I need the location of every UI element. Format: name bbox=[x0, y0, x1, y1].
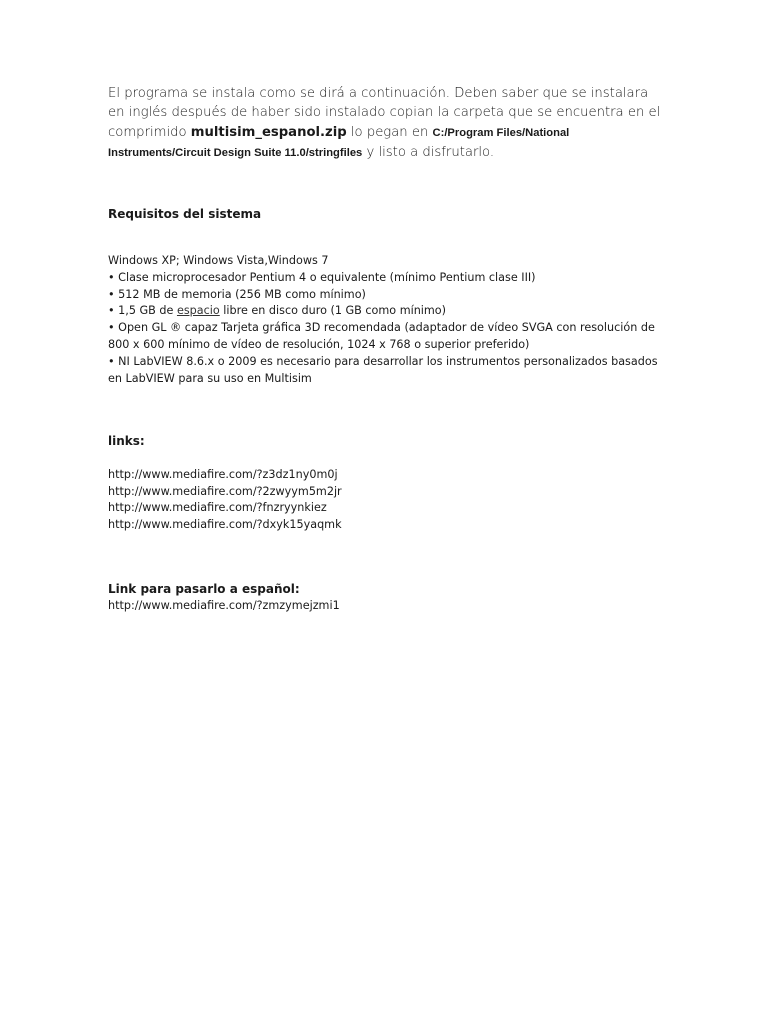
requirement-opengl: • Open GL ® capaz Tarjeta gráfica 3D recomendada (adaptador de vídeo SVGA con resolución de 800 x 600 mínimo de vídeo de resolución, 1024 x 768 o superior preferido) bbox=[108, 321, 655, 351]
intro-text-2: lo pegan en bbox=[346, 124, 433, 140]
spanish-link-heading: Link para pasarlo a español: bbox=[108, 582, 300, 596]
links-heading: links: bbox=[108, 434, 145, 448]
intro-text-1: El programa se instala como se dirá a continuación. Deben saber que se instalara en inglés después de haber sido instalado copian la carpeta que se encuentra en el comprimido bbox=[108, 86, 661, 140]
intro-text-3: y listo a disfrutarlo. bbox=[362, 144, 495, 160]
download-link-3[interactable]: http://www.mediafire.com/?fnzryynkiez bbox=[108, 501, 327, 515]
requirement-disk bbox=[108, 303, 668, 320]
download-link-2[interactable]: http://www.mediafire.com/?2zwyym5m2jr bbox=[108, 484, 342, 498]
intro-paragraph bbox=[108, 84, 668, 163]
requirements-heading: Requisitos del sistema bbox=[108, 207, 262, 221]
os-line: Windows XP; Windows Vista,Windows 7 bbox=[108, 254, 329, 267]
zip-file-name: multisim_espanol.zip bbox=[190, 124, 347, 140]
requirement-memory: • 512 MB de memoria (256 MB como mínimo) bbox=[108, 287, 366, 301]
download-links-list bbox=[108, 467, 342, 533]
download-link-4[interactable]: http://www.mediafire.com/?dxyk15yaqmk bbox=[108, 517, 342, 531]
disk-prefix: • 1,5 GB de bbox=[108, 304, 177, 318]
requirement-labview: • NI LabVIEW 8.6.x o 2009 es necesario para desarrollar los instrumentos personalizados basados en LabVIEW para su uso en Multisim bbox=[108, 354, 658, 385]
disk-suffix: libre en disco duro (1 GB como mínimo) bbox=[219, 304, 447, 318]
install-path: C:/Program Files/National Instruments/Circuit Design Suite 11.0/stringfiles bbox=[108, 126, 570, 159]
download-link-1[interactable]: http://www.mediafire.com/?z3dz1ny0m0j bbox=[108, 468, 338, 481]
requirement-cpu: • Clase microprocesador Pentium 4 o equivalente (mínimo Pentium clase III) bbox=[108, 270, 536, 284]
requirements-list bbox=[108, 253, 668, 387]
espacio-link[interactable]: espacio bbox=[176, 304, 220, 318]
spanish-patch-link[interactable]: http://www.mediafire.com/?zmzymejzmi1 bbox=[108, 599, 340, 612]
